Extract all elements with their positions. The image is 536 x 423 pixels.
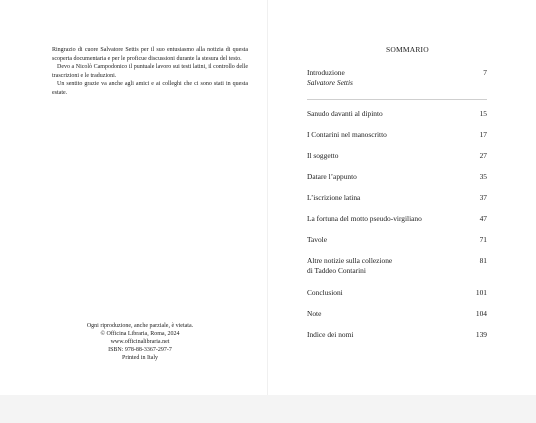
toc-divider bbox=[307, 99, 487, 100]
toc-entry bbox=[307, 256, 487, 275]
toc-entry-title: Introduzione bbox=[307, 68, 345, 77]
toc-entry-page: 27 bbox=[479, 151, 487, 160]
toc-entry-page: 104 bbox=[475, 309, 487, 318]
toc-entry bbox=[307, 193, 487, 203]
toc-entry-title: Altre notizie sulla collezione bbox=[307, 256, 393, 265]
colophon-isbn: ISBN: 978-88-3367-297-7 bbox=[108, 347, 172, 354]
toc-entry-title: Indice dei nomi bbox=[307, 330, 354, 339]
toc-entry bbox=[307, 235, 487, 245]
toc-entry-page: 101 bbox=[475, 288, 487, 297]
colophon bbox=[40, 322, 240, 362]
toc-entry-page: 35 bbox=[479, 172, 487, 181]
right-page bbox=[268, 0, 536, 395]
ack-paragraph-2: Devo a Nicolò Campodonico il puntuale lavoro sui testi latini, il controllo delle trascrizioni e le traduzioni. bbox=[52, 64, 248, 79]
toc-entry-page: 17 bbox=[479, 130, 487, 139]
toc-entry-title-continued: di Taddeo Contarini bbox=[307, 265, 366, 275]
colophon-website: www.officinalibraria.net bbox=[110, 339, 170, 346]
toc-entry-subtitle: Salvatore Settis bbox=[307, 77, 353, 87]
toc-entry-page: 81 bbox=[479, 256, 487, 265]
toc-entry bbox=[307, 172, 487, 182]
toc-entry-title: La fortuna del motto pseudo-virgiliano bbox=[307, 214, 422, 223]
toc-entry-title: Conclusioni bbox=[307, 288, 343, 297]
toc-entry-page: 71 bbox=[479, 235, 487, 244]
colophon-rights: Ogni riproduzione, anche parziale, è vietata. bbox=[86, 323, 194, 329]
toc-entry-title: Tavole bbox=[307, 235, 328, 244]
toc-entry bbox=[307, 214, 487, 224]
toc-entry bbox=[307, 288, 487, 298]
colophon-printed: Printed in Italy bbox=[122, 355, 158, 362]
toc-entry-title: Il soggetto bbox=[307, 151, 339, 160]
toc-title: SOMMARIO bbox=[386, 45, 429, 54]
toc-entry-title: Sanudo davanti al dipinto bbox=[307, 109, 383, 118]
toc-entry-title: Datare l’appunto bbox=[307, 172, 357, 181]
toc-entry bbox=[307, 309, 487, 319]
toc-entry bbox=[307, 330, 487, 340]
toc-entry-page: 37 bbox=[479, 193, 487, 202]
toc-entry bbox=[307, 151, 487, 161]
ack-paragraph-1: Ringrazio di cuore Salvatore Settis per il suo entusiasmo alla notizia di questa scoperta documentaria e per le proficue discussioni durante la stesura del testo. bbox=[52, 47, 248, 62]
toc-entry-page: 15 bbox=[479, 109, 487, 118]
toc-entry-page: 139 bbox=[475, 330, 487, 339]
toc-entry-page: 7 bbox=[483, 68, 487, 77]
toc-entry-page: 47 bbox=[479, 214, 487, 223]
toc-entry bbox=[307, 109, 487, 119]
toc-entry bbox=[307, 68, 487, 87]
acknowledgements bbox=[52, 46, 248, 98]
toc-entry-title: Note bbox=[307, 309, 322, 318]
toc-entry-title: I Contarini nel manoscritto bbox=[307, 130, 387, 139]
ack-paragraph-3: Un sentito grazie va anche agli amici e ai colleghi che ci sono stati in questa estate. bbox=[52, 81, 248, 96]
toc-entry bbox=[307, 130, 487, 140]
colophon-copyright: © Officina Libraria, Roma, 2024 bbox=[100, 331, 180, 338]
left-page bbox=[0, 0, 267, 395]
toc-entry-title: L’iscrizione latina bbox=[307, 193, 361, 202]
